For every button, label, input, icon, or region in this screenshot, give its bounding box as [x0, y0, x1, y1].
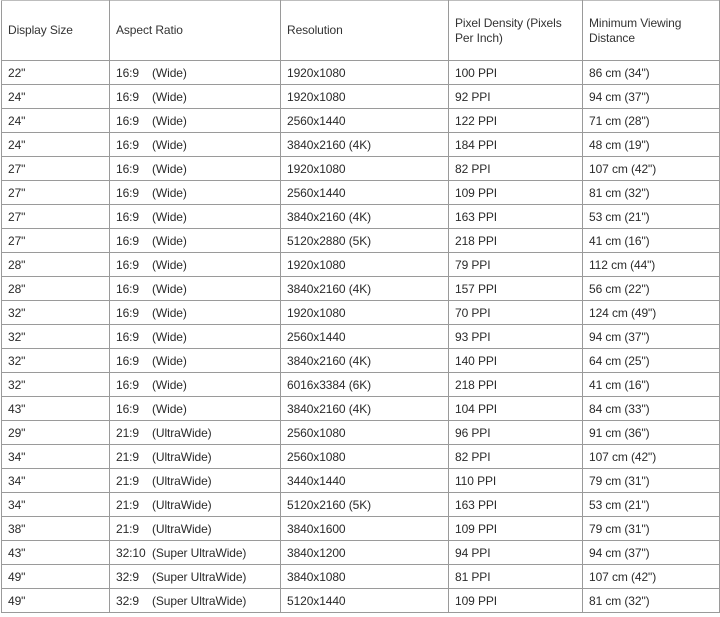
cell-viewing-distance: 86 cm (34"): [583, 61, 720, 85]
cell-resolution: 2560x1440: [281, 109, 449, 133]
cell-display-size: 49": [2, 565, 110, 589]
header-aspect-ratio: Aspect Ratio: [110, 1, 281, 61]
cell-aspect-ratio: [110, 61, 281, 85]
cell-display-size: 27": [2, 181, 110, 205]
table-row: [2, 325, 720, 349]
table-row: [2, 277, 720, 301]
table-row: [2, 469, 720, 493]
cell-aspect-ratio: [110, 397, 281, 421]
cell-viewing-distance: 56 cm (22"): [583, 277, 720, 301]
aspect-ratio-label: (Wide): [152, 161, 187, 176]
cell-display-size: 24": [2, 133, 110, 157]
header-row: [2, 1, 720, 61]
aspect-ratio-value: 21:9: [116, 497, 139, 512]
cell-aspect-ratio: [110, 277, 281, 301]
cell-display-size: 27": [2, 157, 110, 181]
aspect-ratio-value: 32:9: [116, 569, 139, 584]
cell-aspect-ratio: [110, 301, 281, 325]
cell-resolution: 2560x1080: [281, 421, 449, 445]
aspect-ratio-value: 16:9: [116, 377, 139, 392]
cell-aspect-ratio: [110, 229, 281, 253]
cell-viewing-distance: 94 cm (37"): [583, 541, 720, 565]
cell-resolution: 3840x2160 (4K): [281, 133, 449, 157]
cell-viewing-distance: 107 cm (42"): [583, 565, 720, 589]
cell-display-size: 32": [2, 373, 110, 397]
cell-viewing-distance: 41 cm (16"): [583, 373, 720, 397]
aspect-ratio-label: (Super UltraWide): [152, 593, 247, 608]
cell-aspect-ratio: [110, 469, 281, 493]
aspect-ratio-value: 16:9: [116, 161, 139, 176]
cell-display-size: 43": [2, 541, 110, 565]
aspect-ratio-label: (UltraWide): [152, 497, 212, 512]
cell-display-size: 49": [2, 589, 110, 613]
cell-aspect-ratio: [110, 589, 281, 613]
cell-aspect-ratio: [110, 349, 281, 373]
cell-pixel-density: 184 PPI: [449, 133, 583, 157]
cell-pixel-density: 104 PPI: [449, 397, 583, 421]
cell-resolution: 3840x2160 (4K): [281, 277, 449, 301]
aspect-ratio-label: (UltraWide): [152, 425, 212, 440]
cell-pixel-density: 163 PPI: [449, 493, 583, 517]
cell-resolution: 3840x2160 (4K): [281, 205, 449, 229]
cell-aspect-ratio: [110, 565, 281, 589]
table-body: [2, 61, 720, 613]
cell-pixel-density: 157 PPI: [449, 277, 583, 301]
cell-viewing-distance: 79 cm (31"): [583, 517, 720, 541]
cell-resolution: 1920x1080: [281, 253, 449, 277]
table-row: [2, 421, 720, 445]
aspect-ratio-value: 16:9: [116, 65, 139, 80]
cell-resolution: 2560x1440: [281, 181, 449, 205]
cell-aspect-ratio: [110, 109, 281, 133]
aspect-ratio-label: (Super UltraWide): [152, 569, 247, 584]
cell-viewing-distance: 48 cm (19"): [583, 133, 720, 157]
aspect-ratio-value: 32:10: [116, 545, 146, 560]
cell-display-size: 24": [2, 85, 110, 109]
cell-resolution: 5120x2880 (5K): [281, 229, 449, 253]
cell-resolution: 3840x2160 (4K): [281, 397, 449, 421]
cell-pixel-density: 93 PPI: [449, 325, 583, 349]
cell-viewing-distance: 53 cm (21"): [583, 205, 720, 229]
cell-viewing-distance: 94 cm (37"): [583, 325, 720, 349]
aspect-ratio-label: (Wide): [152, 281, 187, 296]
cell-viewing-distance: 81 cm (32"): [583, 589, 720, 613]
cell-aspect-ratio: [110, 181, 281, 205]
cell-viewing-distance: 53 cm (21"): [583, 493, 720, 517]
cell-display-size: 34": [2, 445, 110, 469]
cell-viewing-distance: 81 cm (32"): [583, 181, 720, 205]
table-row: [2, 253, 720, 277]
monitor-specs-table: [1, 0, 720, 613]
cell-pixel-density: 92 PPI: [449, 85, 583, 109]
aspect-ratio-value: 16:9: [116, 185, 139, 200]
aspect-ratio-value: 16:9: [116, 305, 139, 320]
cell-resolution: 5120x2160 (5K): [281, 493, 449, 517]
aspect-ratio-label: (UltraWide): [152, 521, 212, 536]
table-row: [2, 397, 720, 421]
cell-pixel-density: 140 PPI: [449, 349, 583, 373]
cell-display-size: 32": [2, 325, 110, 349]
table-row: [2, 517, 720, 541]
table-row: [2, 85, 720, 109]
aspect-ratio-label: (Wide): [152, 113, 187, 128]
cell-aspect-ratio: [110, 493, 281, 517]
table-row: [2, 565, 720, 589]
cell-pixel-density: 218 PPI: [449, 373, 583, 397]
aspect-ratio-label: (UltraWide): [152, 473, 212, 488]
cell-display-size: 34": [2, 469, 110, 493]
cell-resolution: 3440x1440: [281, 469, 449, 493]
aspect-ratio-value: 21:9: [116, 473, 139, 488]
cell-pixel-density: 82 PPI: [449, 445, 583, 469]
cell-resolution: 3840x2160 (4K): [281, 349, 449, 373]
header-resolution: Resolution: [281, 1, 449, 61]
cell-display-size: 28": [2, 253, 110, 277]
header-pixel-density: Pixel Density (Pixels Per Inch): [449, 1, 583, 61]
cell-pixel-density: 163 PPI: [449, 205, 583, 229]
cell-pixel-density: 82 PPI: [449, 157, 583, 181]
aspect-ratio-value: 16:9: [116, 329, 139, 344]
table-row: [2, 229, 720, 253]
aspect-ratio-label: (Wide): [152, 89, 187, 104]
cell-pixel-density: 109 PPI: [449, 517, 583, 541]
aspect-ratio-value: 16:9: [116, 401, 139, 416]
aspect-ratio-label: (Wide): [152, 353, 187, 368]
aspect-ratio-value: 21:9: [116, 449, 139, 464]
cell-aspect-ratio: [110, 85, 281, 109]
aspect-ratio-label: (Wide): [152, 137, 187, 152]
table-header: [2, 1, 720, 61]
cell-aspect-ratio: [110, 205, 281, 229]
table-row: [2, 109, 720, 133]
cell-aspect-ratio: [110, 373, 281, 397]
cell-pixel-density: 122 PPI: [449, 109, 583, 133]
aspect-ratio-value: 16:9: [116, 209, 139, 224]
cell-display-size: 34": [2, 493, 110, 517]
aspect-ratio-value: 21:9: [116, 425, 139, 440]
cell-resolution: 5120x1440: [281, 589, 449, 613]
aspect-ratio-label: (Wide): [152, 233, 187, 248]
cell-pixel-density: 218 PPI: [449, 229, 583, 253]
cell-aspect-ratio: [110, 445, 281, 469]
cell-pixel-density: 110 PPI: [449, 469, 583, 493]
cell-display-size: 38": [2, 517, 110, 541]
aspect-ratio-value: 16:9: [116, 353, 139, 368]
cell-viewing-distance: 107 cm (42"): [583, 157, 720, 181]
cell-display-size: 32": [2, 301, 110, 325]
aspect-ratio-label: (Wide): [152, 401, 187, 416]
cell-pixel-density: 81 PPI: [449, 565, 583, 589]
cell-resolution: 3840x1080: [281, 565, 449, 589]
table-row: [2, 493, 720, 517]
cell-viewing-distance: 84 cm (33"): [583, 397, 720, 421]
aspect-ratio-label: (Wide): [152, 329, 187, 344]
cell-viewing-distance: 64 cm (25"): [583, 349, 720, 373]
cell-resolution: 1920x1080: [281, 85, 449, 109]
cell-aspect-ratio: [110, 325, 281, 349]
aspect-ratio-value: 16:9: [116, 89, 139, 104]
table-row: [2, 301, 720, 325]
cell-resolution: 1920x1080: [281, 61, 449, 85]
aspect-ratio-label: (Wide): [152, 377, 187, 392]
table-row: [2, 181, 720, 205]
header-viewing-distance: Minimum Viewing Distance: [583, 1, 720, 61]
table-row: [2, 373, 720, 397]
cell-pixel-density: 96 PPI: [449, 421, 583, 445]
cell-resolution: 6016x3384 (6K): [281, 373, 449, 397]
cell-aspect-ratio: [110, 517, 281, 541]
aspect-ratio-label: (Wide): [152, 65, 187, 80]
cell-display-size: 32": [2, 349, 110, 373]
cell-viewing-distance: 107 cm (42"): [583, 445, 720, 469]
cell-pixel-density: 109 PPI: [449, 589, 583, 613]
aspect-ratio-label: (Wide): [152, 305, 187, 320]
cell-display-size: 28": [2, 277, 110, 301]
table-row: [2, 589, 720, 613]
aspect-ratio-value: 32:9: [116, 593, 139, 608]
cell-pixel-density: 70 PPI: [449, 301, 583, 325]
cell-resolution: 1920x1080: [281, 301, 449, 325]
cell-pixel-density: 94 PPI: [449, 541, 583, 565]
cell-resolution: 2560x1080: [281, 445, 449, 469]
aspect-ratio-value: 16:9: [116, 257, 139, 272]
cell-aspect-ratio: [110, 133, 281, 157]
cell-resolution: 1920x1080: [281, 157, 449, 181]
cell-pixel-density: 100 PPI: [449, 61, 583, 85]
cell-viewing-distance: 112 cm (44"): [583, 253, 720, 277]
cell-viewing-distance: 94 cm (37"): [583, 85, 720, 109]
table-row: [2, 133, 720, 157]
cell-display-size: 27": [2, 205, 110, 229]
cell-viewing-distance: 41 cm (16"): [583, 229, 720, 253]
cell-pixel-density: 79 PPI: [449, 253, 583, 277]
cell-display-size: 27": [2, 229, 110, 253]
cell-aspect-ratio: [110, 253, 281, 277]
cell-resolution: 3840x1600: [281, 517, 449, 541]
table-row: [2, 349, 720, 373]
cell-pixel-density: 109 PPI: [449, 181, 583, 205]
cell-aspect-ratio: [110, 541, 281, 565]
cell-aspect-ratio: [110, 157, 281, 181]
cell-display-size: 43": [2, 397, 110, 421]
cell-aspect-ratio: [110, 421, 281, 445]
table-row: [2, 157, 720, 181]
cell-viewing-distance: 71 cm (28"): [583, 109, 720, 133]
cell-resolution: 3840x1200: [281, 541, 449, 565]
cell-viewing-distance: 79 cm (31"): [583, 469, 720, 493]
cell-viewing-distance: 124 cm (49"): [583, 301, 720, 325]
aspect-ratio-value: 16:9: [116, 137, 139, 152]
aspect-ratio-value: 16:9: [116, 233, 139, 248]
cell-viewing-distance: 91 cm (36"): [583, 421, 720, 445]
aspect-ratio-value: 16:9: [116, 113, 139, 128]
cell-display-size: 24": [2, 109, 110, 133]
aspect-ratio-label: (Wide): [152, 209, 187, 224]
aspect-ratio-value: 16:9: [116, 281, 139, 296]
table-row: [2, 541, 720, 565]
table-row: [2, 445, 720, 469]
aspect-ratio-label: (UltraWide): [152, 449, 212, 464]
table-row: [2, 61, 720, 85]
table-row: [2, 205, 720, 229]
cell-display-size: 22": [2, 61, 110, 85]
header-display-size: Display Size: [2, 1, 110, 61]
aspect-ratio-label: (Wide): [152, 257, 187, 272]
aspect-ratio-label: (Super UltraWide): [152, 545, 247, 560]
aspect-ratio-value: 21:9: [116, 521, 139, 536]
cell-display-size: 29": [2, 421, 110, 445]
aspect-ratio-label: (Wide): [152, 185, 187, 200]
cell-resolution: 2560x1440: [281, 325, 449, 349]
